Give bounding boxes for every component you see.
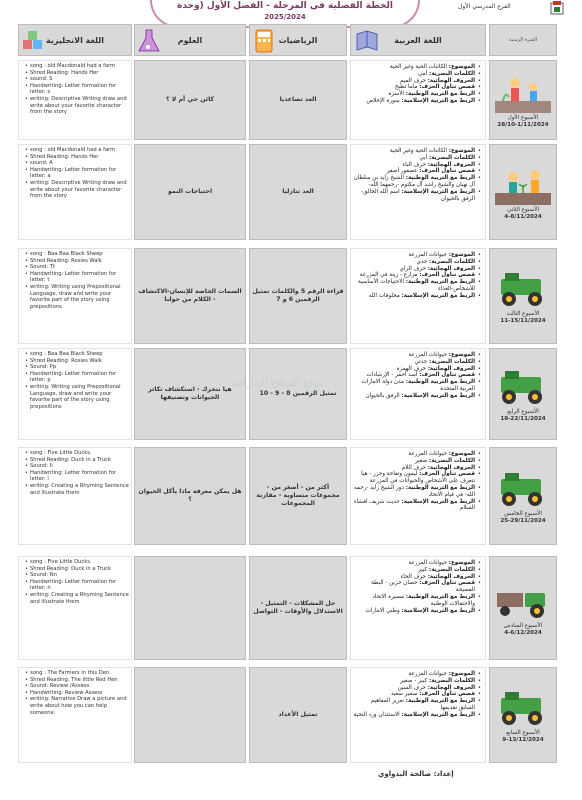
english-item: • song : Five Little Ducks. [25,450,129,457]
arabic-item: • قصص تناول الحرف: مزارع - زينة في المزرعة [353,272,481,279]
english-item: • Shred Reading: The little Red Hen [25,677,129,684]
header-arabic: اللغة العربية [350,24,486,56]
school-year: 2025/2024 [264,13,306,21]
arabic-item: • الحروف الهجائية: حرف الباء [353,162,481,169]
tractor-icon [495,686,551,728]
english-item: • Handwriting: Letter formation for letter: i [25,470,129,483]
tractor-trailer-icon [495,579,551,621]
arabic-cell-week-1 [350,60,486,140]
arabic-item: • قصص تناول الحرف: سمير سعيد [353,691,481,698]
english-item: • sound: A [25,160,129,167]
english-cell-week-6 [18,556,132,660]
header-week: الفترة الزمنية [489,24,557,56]
arabic-item: • الربط مع التربية الإسلامية: وطني الامارات [353,608,481,615]
science-cell-week-2: احتياجات النمو [134,144,246,240]
math-cell-week-4: تمثيل الرقمين 8 - 9 - 10 [249,348,347,440]
book-icon [354,28,380,54]
arabic-item: • الحروف الهجائية: حرف الحاء [353,574,481,581]
english-cell-week-1 [18,60,132,140]
arabic-item: • قصص تناول الحرف: ليمون وتفاحة وجزر - هيا نتعرف على الأشخاص والحيوانات في المزرعة [353,471,481,485]
arabic-item: • الموضوع: حيوانات المزرعة [353,352,481,359]
arabic-item: • الحروف الهجائية: حرف الهمزة [353,366,481,373]
english-item: • Handwriting: Letter formation for letter: n [25,579,129,592]
header-english: اللغة الانجليزية [18,24,132,56]
arabic-cell-week-6 [350,556,486,660]
arabic-item: • الكلمات البصرية: كبير - صغير [353,678,481,685]
math-cell-week-3: قراءة الرقم 5 والكلمات تمثيل الرقمين 6 و 7 [249,248,347,344]
english-item: • song : The Farmers in this Den. [25,670,129,677]
abc-blocks-icon [21,28,45,54]
arabic-item: • الموضوع: حيوانات المزرعة [353,671,481,678]
english-item: • Sound: Ii [25,463,129,470]
english-item: • song : Baa Baa Black Sheep [25,251,129,258]
english-item: • song : old Macdonald had a farm [25,147,129,154]
arabic-cell-week-5 [350,447,486,545]
arabic-item: • الربط مع التربية الإسلامية: الرفق بالحيوان [353,393,481,400]
english-item: • Shred Reading: Rosies Walk [25,258,129,265]
arabic-item: • الكلمات البصرية: صغير [353,458,481,465]
science-cell-week-4: هيا نتحرك - استكشاف تكاثر الحيوانات وتصنيفها [134,348,246,440]
english-item: • Sound: Tt [25,264,129,271]
arabic-item: • الكلمات البصرية: جدي [353,259,481,266]
planting-kids-icon [495,163,551,205]
english-cell-week-7 [18,667,132,763]
arabic-item: • الربط مع التربية الإسلامية: مخلوقات الله [353,293,481,300]
english-item: • Sound: Nn [25,572,129,579]
tractor-icon [495,467,551,509]
english-item: • Sound: Review /Assess [25,683,129,690]
english-item: • writing: Descriptive Writing draw and write about your favorite character from the story [25,180,129,200]
gardening-kids-icon [495,71,551,113]
calculator-icon [253,28,277,54]
arabic-item: • قصص تناول الحرف: حصان حزين - البطة الفصيحة [353,580,481,594]
english-item: • Handwriting: Letter formation for letter: p [25,371,129,384]
watermark: موقع المناهج الإماراتية [232,378,325,389]
week-cell-7: الأسبوع السابع 9-13/12/2024 [489,667,557,763]
school-logo-icon [549,0,565,16]
english-item: • writing: Creating a Rhyming Sentence and illustrate them [25,483,129,496]
english-item: • song : Five Little Ducks. [25,559,129,566]
arabic-item: • الربط مع التربية الإسلامية: الاستئذان ورد التحية [353,712,481,719]
arabic-item: • الحروف الهجائية: حرف السين [353,685,481,692]
arabic-item: • الكلمات البصرية: كبير [353,567,481,574]
english-item: • Shred Reading: Rosies Walk [25,358,129,365]
arabic-item: • الربط مع التربية الوطنية: تعزيز المفاهيم السابق تقديمها [353,698,481,712]
arabic-cell-week-4 [350,348,486,440]
english-item: • Shred Reading: Duck in a Truck [25,457,129,464]
school-label: الفرع المدرسي الأول [458,3,511,10]
arabic-cell-week-7 [350,667,486,763]
english-item: • writing: Narrative Draw a picture and write about how you can help someone. [25,696,129,716]
header-math: الرياضيات [249,24,347,56]
math-cell-week-1: العد تصاعديا [249,60,347,140]
week-cell-4: الأسبوع الرابع 18-22/11/2024 [489,348,557,440]
english-item: • Handwriting: Letter formation for letter: t [25,271,129,284]
week-cell-1: الأسبوع الأول 28/10-1/11/2024 [489,60,557,140]
arabic-item: • الحروف الهجائية: حرف الميم [353,78,481,85]
arabic-item: • الربط مع التربية الإسلامية: سورة الإخلاص [353,98,481,105]
english-item: • writing: Descriptive Writing draw and write about your favorite character from the story [25,96,129,116]
arabic-item: • قصص تناول الحرف: عصفور أصفر [353,168,481,175]
flask-icon [137,27,163,55]
arabic-item: • قصص تناول الحرف: أسد أحمر - الإرشادات [353,372,481,379]
prepared-by: إعداد: صالحة البدواوي [378,770,454,778]
arabic-item: • الموضوع: الكائنات الحية وغير الحية [353,64,481,71]
arabic-item: • الموضوع: الكائنات الحية وغير الحية [353,148,481,155]
arabic-item: • الموضوع: حيوانات المزرعة [353,252,481,259]
english-item: • song : old Macdonald had a farm [25,63,129,70]
english-cell-week-4 [18,348,132,440]
science-cell-week-3: السمات الخاصة للإنسان-الاكتشاف - الكلام من حولنا [134,248,246,344]
english-item: • song : Baa Baa Black Sheep [25,351,129,358]
arabic-item: • الحروف الهجائية: حرف اللام [353,465,481,472]
english-item: • Shred Reading: Hands Her [25,154,129,161]
arabic-item: • الربط مع التربية الوطنية: مدن دولة الامارات العربية المتحدة [353,379,481,393]
english-item: • Shred Reading: Duck in a Truck [25,566,129,573]
math-cell-week-2: العد تنازليا [249,144,347,240]
page-title: الخطة الفصلية في المرحلة - الفصل الأول (وحدة [177,1,393,11]
english-item: • writing: Creating a Rhyming Sentence and illustrate them [25,592,129,605]
week-cell-2: الأسبوع الثاني 4-8/11/2024 [489,144,557,240]
english-item: • Shred Reading: Hands Her [25,70,129,77]
arabic-item: • الربط مع التربية الوطنية: الشيخ زايد بن سلطان آل نهيان والشيخ راشد آل مكتوم -رحمهما الله- [353,175,481,189]
arabic-item: • الربط مع التربية الوطنية: مسيرة الاتحاد والاحتفالات الوطنية [353,594,481,608]
english-cell-week-2 [18,144,132,240]
science-cell-week-5: هل يمكن معرفة ماذا يأكل الحيوان ؟ [134,447,246,545]
arabic-cell-week-3 [350,248,486,344]
science-cell-week-7 [134,667,246,763]
arabic-item: • الربط مع التربية الإسلامية: حديث شريف افشاء السلام [353,499,481,513]
arabic-item: • الربط مع التربية الإسلامية: اسم الله الخالق-الرفق بالحيوان [353,189,481,203]
header-science: العلوم [134,24,246,56]
english-item: • Sound: Pp [25,364,129,371]
week-cell-5: الأسبوع الخامس 25-29/11/2024 [489,447,557,545]
week-cell-3: الأسبوع الثالث 11-15/11/2024 [489,248,557,344]
english-item: • Handwriting: Letter formation for letter: a [25,167,129,180]
math-cell-week-6: حل المشكلات - التمثيل - الاستدلال والأوقات - التواصل [249,556,347,660]
week-cell-6: الأسبوع السادس 4-6/12/2024 [489,556,557,660]
arabic-item: • الكلمات البصرية: أبي [353,155,481,162]
tractor-icon [495,365,551,407]
math-cell-week-5: أكثر من - أصغر من - مجموعات متساوية - مقارنة المجموعات [249,447,347,545]
arabic-item: • الموضوع: حيوانات المزرعة [353,451,481,458]
tractor-icon [495,267,551,309]
science-cell-week-1: كائن حي أم لا ؟ [134,60,246,140]
english-cell-week-5 [18,447,132,545]
english-item: • Handwriting: Review Assess [25,690,129,697]
arabic-item: • الحروف الهجائية: حرف الزاي [353,266,481,273]
arabic-cell-week-2 [350,144,486,240]
arabic-item: • الموضوع: حيوانات المزرعة [353,560,481,567]
arabic-item: • الكلمات البصرية: جدتي [353,359,481,366]
arabic-item: • قصص تناول الحرف: ماما تطبخ [353,84,481,91]
english-item: • writing: Writing using Prepositional Language, draw and write your favorite part of the story using prepositions [25,284,129,310]
math-cell-week-7: تمثيل الأعداد [249,667,347,763]
science-cell-week-6 [134,556,246,660]
english-item: • writing: Writing using Prepositional Language, draw and write your favorite part of the story using prepositions [25,384,129,410]
english-item: • sound: S [25,76,129,83]
arabic-item: • الكلمات البصرية: أمي [353,71,481,78]
english-cell-week-3 [18,248,132,344]
arabic-item: • الربط مع التربية الوطنية: الأسرة [353,91,481,98]
arabic-item: • الربط مع التربية الوطنية: الاحتياجات الأساسية للأشخاص-الغذاء [353,279,481,293]
arabic-item: • الربط مع التربية الوطنية: دور الشيخ زايد -رحمه الله- في قيام الاتحاد [353,485,481,499]
english-item: • Handwriting: Letter formation for letter: s [25,83,129,96]
